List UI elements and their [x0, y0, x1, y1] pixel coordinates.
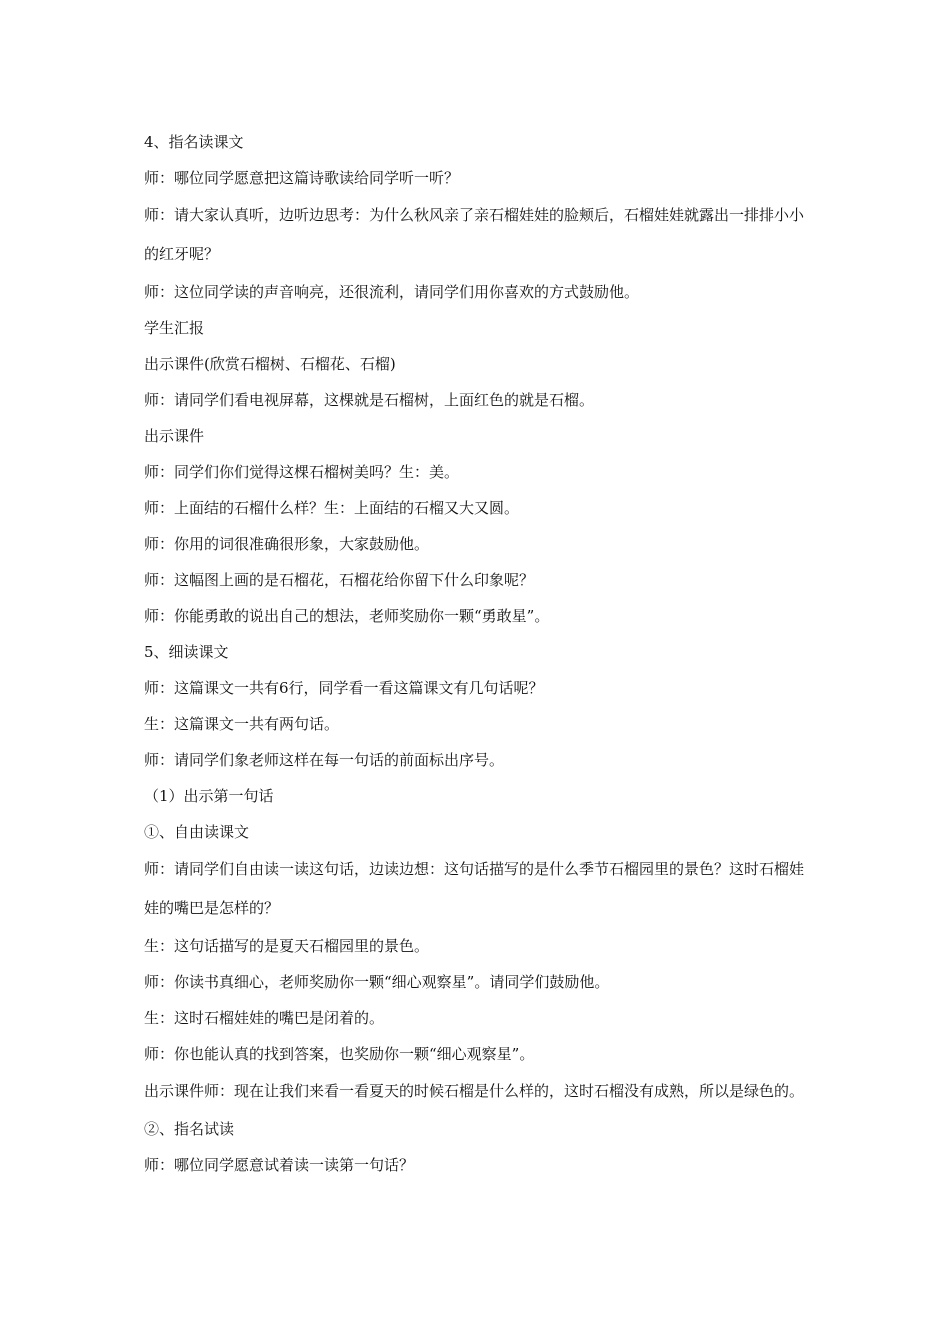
paragraph: 师：同学们你们觉得这棵石榴树美吗？生：美。 [144, 463, 460, 481]
paragraph: 师：你读书真细心，老师奖励你一颗“细心观察星”。请同学们鼓励他。 [144, 973, 610, 991]
paragraph: 师：上面结的石榴什么样？生：上面结的石榴又大又圆。 [144, 499, 520, 517]
paragraph: 师：你也能认真的找到答案，也奖励你一颗“细心观察星”。 [144, 1045, 535, 1063]
paragraph: 生：这篇课文一共有两句话。 [144, 715, 340, 733]
paragraph: 学生汇报 [144, 319, 205, 337]
paragraph-heading-4: 4、指名读课文 [144, 133, 244, 151]
paragraph: 出示课件师：现在让我们来看一看夏天的时候石榴是什么样的，这时石榴没有成熟，所以是绿色的。 [144, 1082, 805, 1100]
paragraph-subheading: （1）出示第一句话 [144, 787, 274, 805]
paragraph: 师：这篇课文一共有6行，同学看一看这篇课文有几句话呢？ [144, 679, 544, 697]
paragraph: 师：你能勇敢的说出自己的想法，老师奖励你一颗“勇敢星”。 [144, 607, 550, 625]
paragraph: 生：这时石榴娃娃的嘴巴是闭着的。 [144, 1009, 385, 1027]
paragraph: 师：请同学们看电视屏幕，这棵就是石榴树，上面红色的就是石榴。 [144, 391, 595, 409]
paragraph: 师：请同学们自由读一读这句话，边读边想：这句话描写的是什么季节石榴园里的景色？这时石榴娃娃的嘴巴是怎样的？ [144, 860, 805, 917]
document-body [144, 124, 816, 1183]
paragraph: 生：这句话描写的是夏天石榴园里的景色。 [144, 937, 430, 955]
paragraph-heading-5: 5、细读课文 [144, 643, 229, 661]
paragraph-step: ①、自由读课文 [144, 823, 250, 841]
paragraph: 师：请大家认真听，边听边思考：为什么秋风亲了亲石榴娃娃的脸颊后，石榴娃娃就露出一排排小小的红牙呢？ [144, 206, 805, 263]
paragraph: 师：你用的词很准确很形象，大家鼓励他。 [144, 535, 430, 553]
paragraph: 师：哪位同学愿意试着读一读第一句话？ [144, 1156, 415, 1174]
paragraph: 出示课件(欣赏石榴树、石榴花、石榴) [144, 355, 396, 373]
paragraph: 师：哪位同学愿意把这篇诗歌读给同学听一听？ [144, 169, 460, 187]
paragraph: 出示课件 [144, 427, 205, 445]
paragraph: 师：这幅图上画的是石榴花，石榴花给你留下什么印象呢？ [144, 571, 535, 589]
paragraph: 师：请同学们象老师这样在每一句话的前面标出序号。 [144, 751, 505, 769]
paragraph-step: ②、指名试读 [144, 1120, 235, 1138]
paragraph: 师：这位同学读的声音响亮，还很流利，请同学们用你喜欢的方式鼓励他。 [144, 283, 640, 301]
